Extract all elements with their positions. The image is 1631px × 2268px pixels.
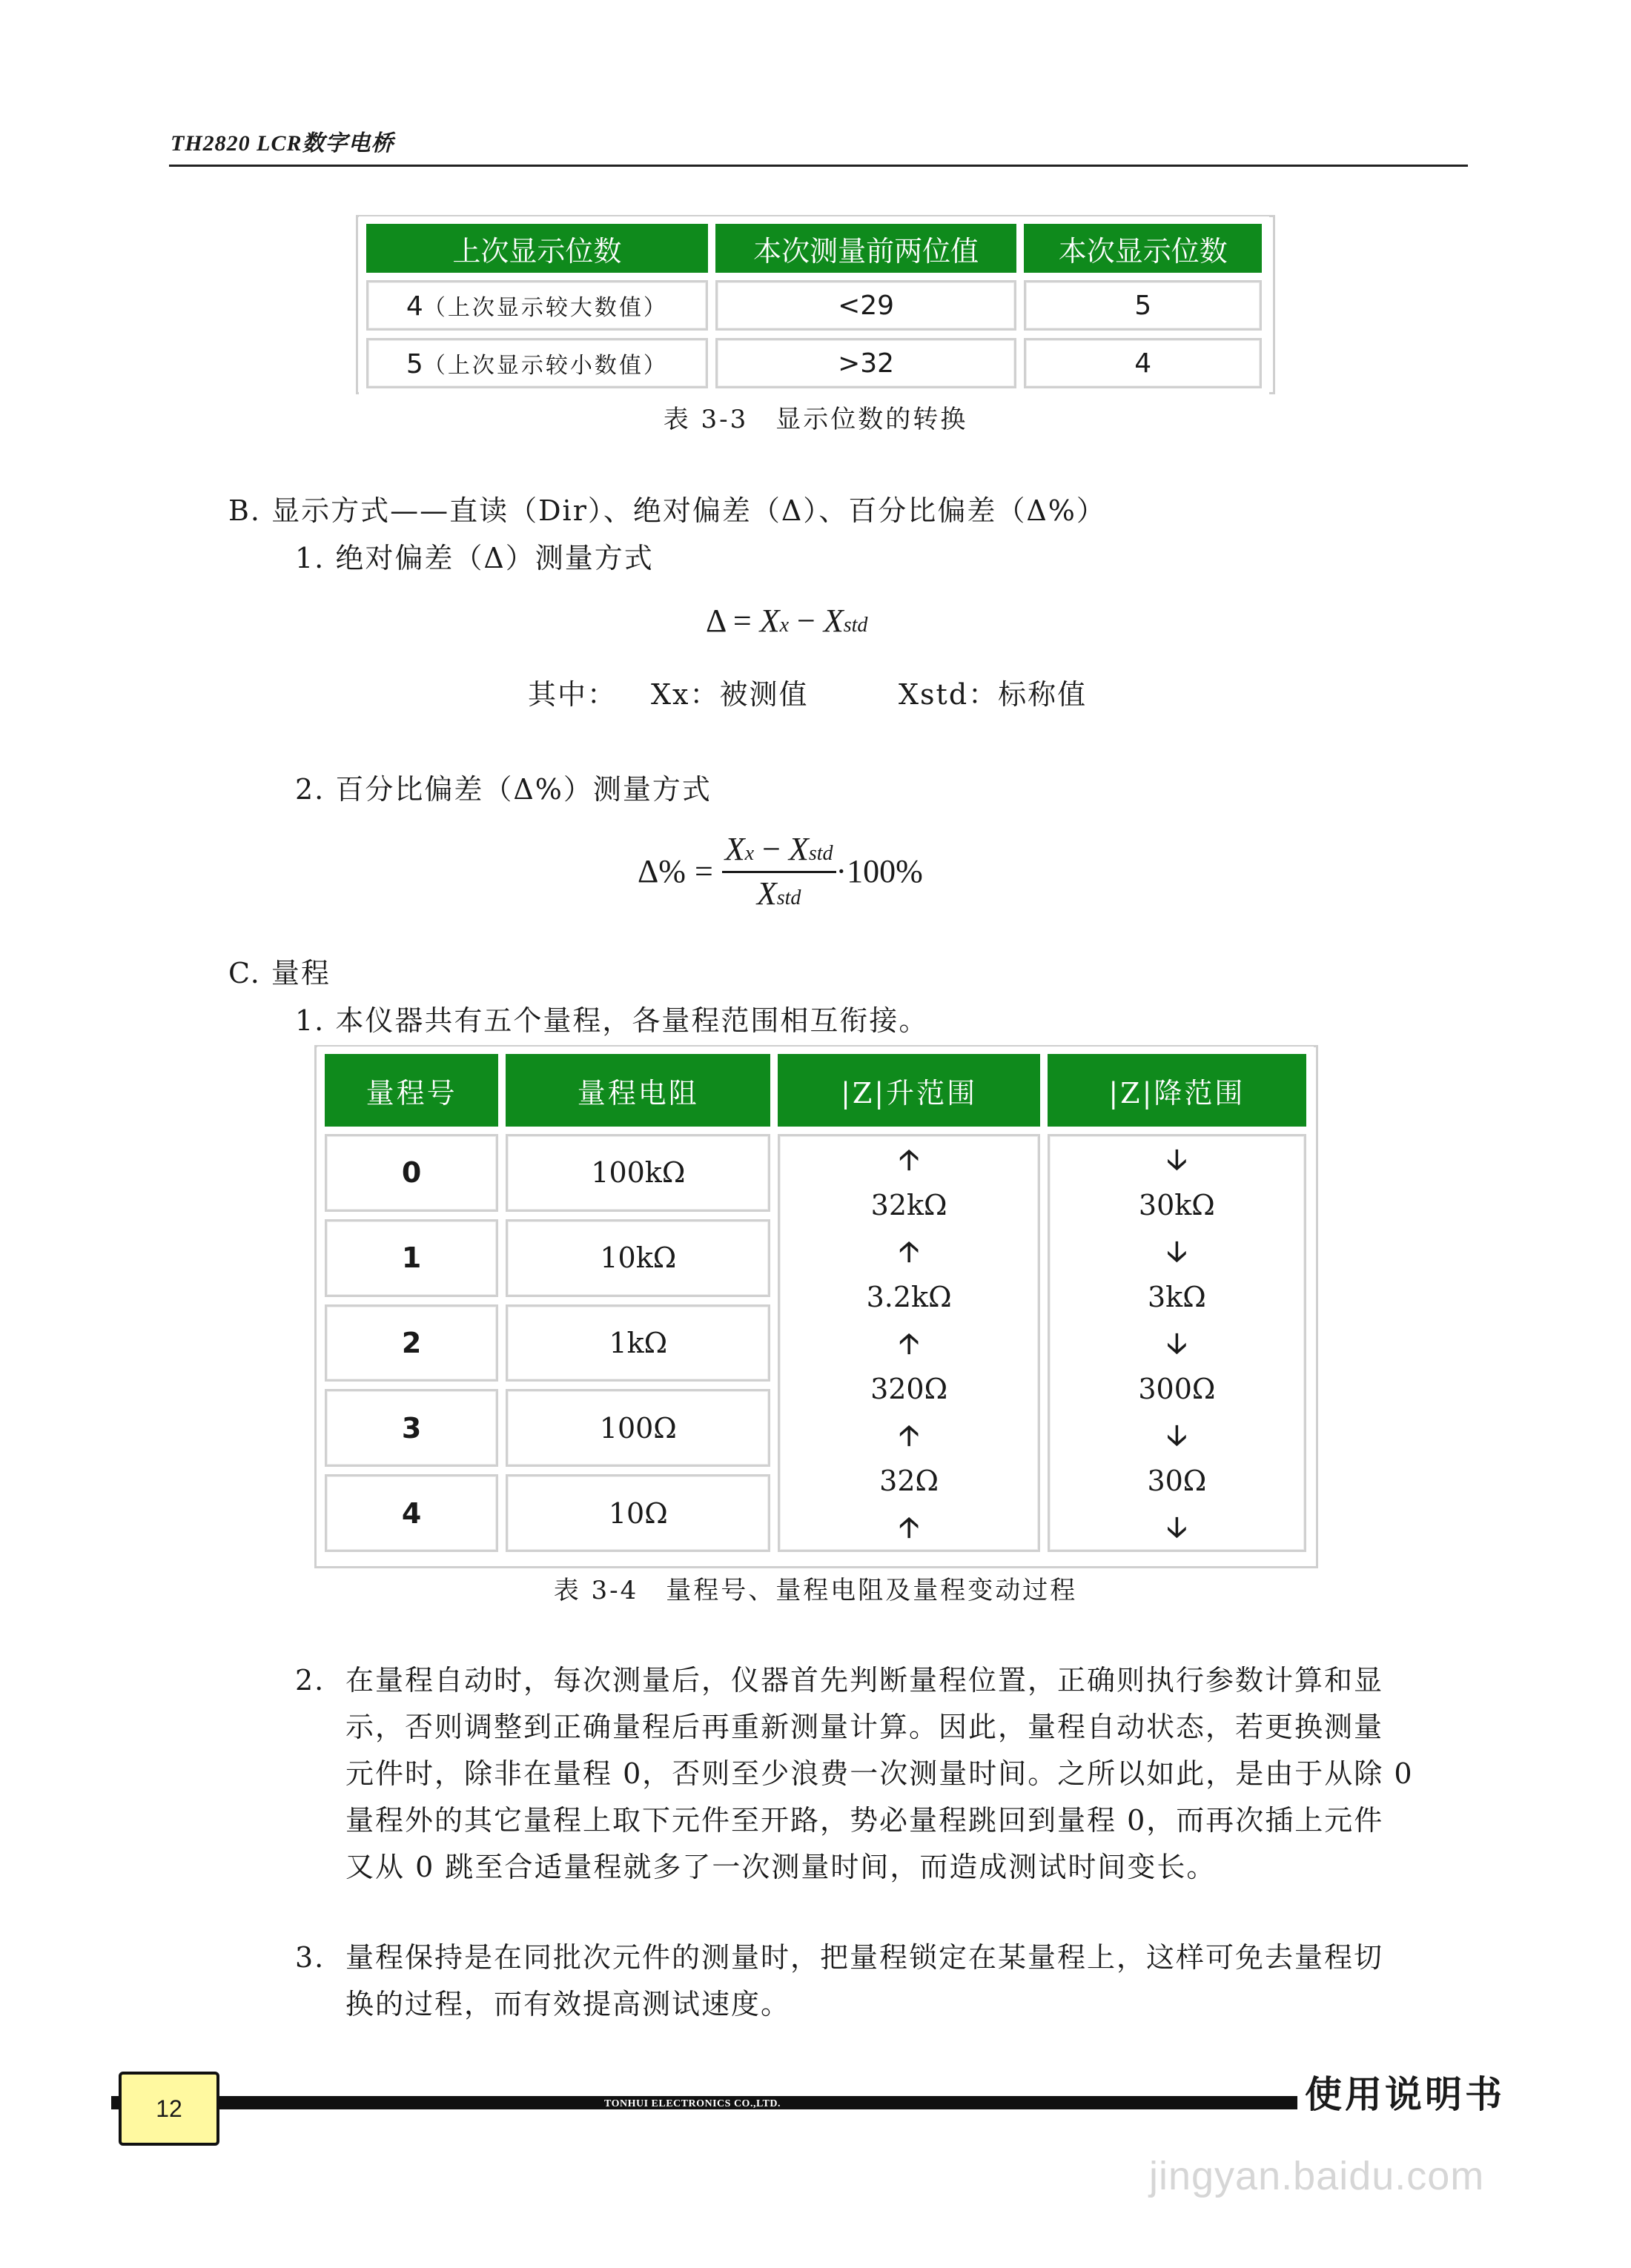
down-arrow-icon: 🡣 — [1166, 1327, 1188, 1359]
table-row — [366, 280, 1262, 331]
up-arrow-icon: 🡡 — [899, 1235, 919, 1267]
prev-note: （上次显示较小数值） — [423, 353, 668, 379]
range-up-column — [778, 1134, 1039, 1552]
down-arrow-icon: 🡣 — [1166, 1235, 1188, 1267]
denominator: Xstd — [756, 875, 801, 912]
absolute-deviation-formula: Δ = Xx − Xstd — [706, 603, 868, 639]
paragraph-line: 量程保持是在同批次元件的测量时，把量程锁定在某量程上，这样可免去量程切 — [345, 1941, 1384, 1974]
paragraph-2 — [345, 1657, 1487, 1891]
section-c-item1: 1. 本仪器共有五个量程，各量程范围相互衔接。 — [295, 1004, 929, 1037]
section-b-item1: 1. 绝对偏差（Δ）测量方式 — [295, 542, 654, 574]
paragraph-2-number: 2. — [295, 1664, 325, 1697]
range-down-chain — [1050, 1136, 1304, 1550]
range-resistance: 100Ω — [506, 1389, 770, 1467]
paragraph-line: 量程外的其它量程上取下元件至开路，势必量程跳回到量程 0，而再次插上元件 — [345, 1804, 1384, 1837]
prev-digits: 4 — [406, 291, 423, 322]
up-arrow-icon: 🡡 — [899, 1419, 919, 1451]
range-down-column — [1048, 1134, 1306, 1552]
table1-cell — [366, 280, 708, 331]
down-threshold: 30Ω — [1147, 1465, 1207, 1497]
header-title: TH2820 LCR数字电桥 — [171, 131, 394, 156]
table2-header: 量程号 — [325, 1054, 498, 1127]
header-rule — [169, 165, 1468, 167]
range-resistance: 1kΩ — [506, 1304, 770, 1382]
range-number: 2 — [325, 1304, 498, 1382]
range-number: 1 — [325, 1219, 498, 1297]
paragraph-line: 换的过程，而有效提高测试速度。 — [345, 1988, 791, 2020]
range-table — [317, 1047, 1314, 1559]
down-arrow-icon: 🡣 — [1166, 1143, 1188, 1176]
prev-note: （上次显示较大数值） — [423, 295, 668, 321]
table-row — [366, 338, 1262, 388]
section-c-title: C. 量程 — [228, 957, 331, 989]
down-threshold: 3kΩ — [1148, 1281, 1206, 1313]
table1-header: 本次测量前两位值 — [715, 224, 1017, 273]
footer-bar — [111, 2096, 1498, 2109]
table1-header: 上次显示位数 — [366, 224, 708, 273]
paragraph-line: 又从 0 跳至合适量程就多了一次测量时间，而造成测试时间变长。 — [345, 1851, 1217, 1883]
display-digits-table — [359, 216, 1269, 396]
where-label: 其中： — [528, 678, 618, 711]
page-number: 12 — [119, 2072, 219, 2146]
range-resistance: 10kΩ — [506, 1219, 770, 1297]
company-name: TONHUI ELECTRONICS CO.,LTD. — [604, 2098, 781, 2109]
range-resistance: 100kΩ — [506, 1134, 770, 1212]
up-threshold: 32Ω — [879, 1465, 939, 1497]
numerator: Xx − Xstd — [722, 830, 836, 873]
paragraph-line: 示，否则调整到正确量程后再重新测量计算。因此，量程自动状态，若更换测量 — [345, 1711, 1384, 1743]
up-threshold: 32kΩ — [870, 1189, 947, 1221]
table1-cell: 4 — [1024, 338, 1262, 388]
paragraph-3-number: 3. — [295, 1941, 325, 1974]
section-b-title: B. 显示方式——直读（Dir）、绝对偏差（Δ）、百分比偏差（Δ%） — [228, 494, 1106, 527]
range-resistance: 10Ω — [506, 1474, 770, 1552]
up-threshold: 3.2kΩ — [866, 1281, 952, 1313]
manual-label: 使用说明书 — [1297, 2065, 1512, 2118]
up-threshold: 320Ω — [870, 1373, 948, 1405]
table1-cell: <29 — [715, 280, 1017, 331]
down-threshold: 30kΩ — [1138, 1189, 1215, 1221]
table2-header: |Z|降范围 — [1048, 1054, 1306, 1127]
up-arrow-icon: 🡡 — [899, 1143, 919, 1176]
down-arrow-icon: 🡣 — [1166, 1419, 1188, 1451]
prev-digits: 5 — [406, 349, 423, 379]
table1-cell: 5 — [1024, 280, 1262, 331]
table2-header: |Z|升范围 — [778, 1054, 1039, 1127]
table-row — [325, 1134, 1306, 1212]
table1-cell — [366, 338, 708, 388]
table1-cell: >32 — [715, 338, 1017, 388]
where-xstd: Xstd：标称值 — [899, 678, 1088, 711]
watermark: jingyan.baidu.com — [1149, 2154, 1485, 2198]
fraction — [722, 830, 836, 912]
where-xx: Xx：被测值 — [651, 678, 809, 711]
down-threshold: 300Ω — [1138, 1373, 1216, 1405]
paragraph-3 — [345, 1934, 1487, 2028]
table2-header: 量程电阻 — [506, 1054, 770, 1127]
range-up-chain — [780, 1136, 1037, 1550]
paragraph-line: 在量程自动时，每次测量后，仪器首先判断量程位置，正确则执行参数计算和显 — [345, 1664, 1384, 1697]
percent-deviation-formula: Δ% = Xx − Xstd Xstd ·100% — [638, 831, 923, 912]
range-number: 4 — [325, 1474, 498, 1552]
table1-caption: 表 3-3 显示位数的转换 — [663, 405, 968, 434]
table1-header: 本次显示位数 — [1024, 224, 1262, 273]
table2-caption: 表 3-4 量程号、量程电阻及量程变动过程 — [553, 1576, 1078, 1605]
section-b-item2: 2. 百分比偏差（Δ%）测量方式 — [295, 773, 712, 806]
paragraph-line: 元件时，除非在量程 0，否则至少浪费一次测量时间。之所以如此，是由于从除 0 — [345, 1757, 1414, 1790]
range-number: 0 — [325, 1134, 498, 1212]
up-arrow-icon: 🡡 — [899, 1511, 919, 1543]
up-arrow-icon: 🡡 — [899, 1327, 919, 1359]
down-arrow-icon: 🡣 — [1166, 1511, 1188, 1543]
range-number: 3 — [325, 1389, 498, 1467]
